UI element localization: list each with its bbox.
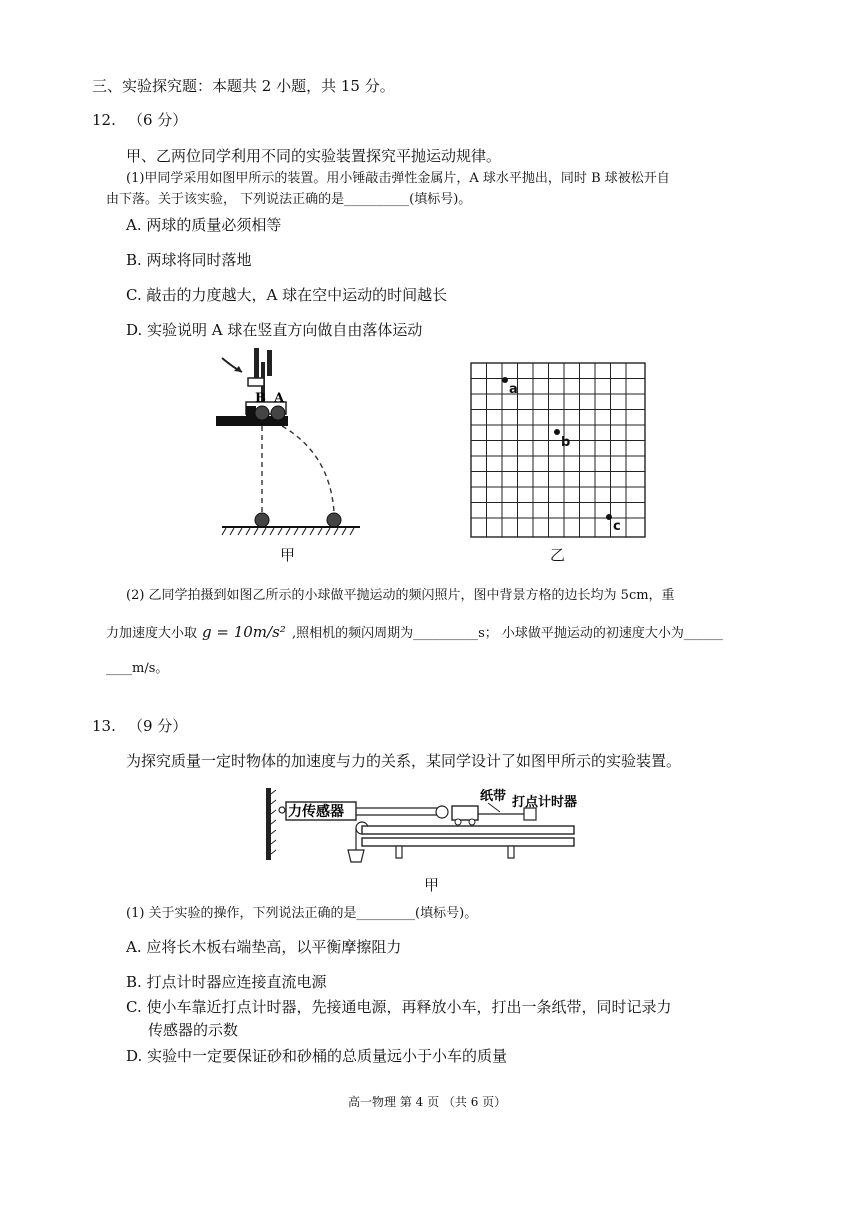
q12-score: （6 分） (128, 111, 188, 129)
point-c-label: c (613, 519, 621, 534)
label-b: B (255, 391, 266, 406)
timer-label: 打点计时器 (512, 795, 578, 810)
figure-jia-apparatus (212, 344, 362, 538)
q12-number: 12. (92, 111, 116, 129)
q12-formula: g = 10m/s² (202, 623, 286, 641)
sand-bucket (348, 850, 364, 862)
q12-option-a: A. 两球的质量必须相等 (126, 216, 282, 234)
label-a: A (274, 391, 285, 406)
tape-label: 纸带 (480, 789, 507, 804)
q13-option-a: A. 应将长木板右端垫高，以平衡摩擦阻力 (126, 938, 402, 956)
point-a-label: a (509, 382, 518, 397)
ball-b-landed (255, 513, 269, 527)
q13-option-d: D. 实验中一定要保证砂和砂桶的总质量远小于小车的质量 (126, 1047, 508, 1065)
q12-part2-line2-a: 力加速度大小取 (106, 626, 198, 641)
cart-pulley (436, 806, 448, 818)
q13-option-b: B. 打点计时器应连接直流电源 (126, 973, 327, 991)
figure-yi-caption: 乙 (550, 546, 566, 564)
force-sensor-label: 力传感器 (288, 804, 344, 820)
q12-part2-line3: ____m/s。 (106, 661, 169, 676)
figure-jia-caption: 甲 (280, 546, 296, 564)
q12-option-b: B. 两球将同时落地 (126, 251, 252, 269)
q12-option-d: D. 实验说明 A 球在竖直方向做自由落体运动 (126, 321, 423, 339)
page-footer: 高一物理 第 4 页 （共 6 页） (348, 1095, 507, 1109)
q13-part1: (1) 关于实验的操作，下列说法正确的是_________(填标号)。 (126, 906, 478, 921)
q13-option-c-line1: C. 使小车靠近打点计时器，先接通电源，再释放小车，打出一条纸带，同时记录力 (126, 998, 672, 1016)
parabolic-path (282, 426, 334, 512)
table-top (362, 838, 574, 846)
q12-part2-line2-b: ,照相机的频闪周期为__________s； 小球做平抛运动的初速度大小为______ (292, 626, 723, 641)
q12-part2-line1: (2) 乙同学拍摄到如图乙所示的小球做平抛运动的频闪照片，图中背景方格的边长均为 5cm，重 (126, 588, 675, 603)
section-heading: 三、实验探究题：本题共 2 小题，共 15 分。 (92, 77, 395, 95)
ball-a (271, 406, 285, 420)
cart (452, 806, 478, 820)
point-b-label: b (561, 435, 571, 450)
point-b (554, 429, 560, 435)
q13-intro: 为探究质量一定时物体的加速度与力的关系，某同学设计了如图甲所示的实验装置。 (126, 752, 682, 770)
ball-a-landed (327, 513, 341, 527)
q12-option-c: C. 敲击的力度越大，A 球在空中运动的时间越长 (126, 286, 448, 304)
point-c (606, 514, 612, 520)
q12-part1-line2: 由下落。关于该实验， 下列说法正确的是__________(填标号)。 (106, 192, 472, 207)
q12-intro: 甲、乙两位同学利用不同的实验装置探究平抛运动规律。 (126, 147, 502, 165)
q13-option-c-line2: 传感器的示数 (148, 1021, 239, 1039)
figure-13-caption: 甲 (424, 876, 440, 894)
q13-score: （9 分） (128, 717, 188, 735)
q12-part1-line1: (1)甲同学采用如图甲所示的装置。用小锤敲击弹性金属片，A 球水平抛出，同时 B 球被松开自 (126, 171, 670, 186)
figure-yi-grid (468, 360, 648, 540)
ball-b (255, 406, 269, 420)
point-a (502, 377, 508, 383)
wall (266, 788, 271, 860)
long-board (362, 826, 574, 834)
q13-number: 13. (92, 717, 116, 735)
figure-13-apparatus (262, 784, 582, 868)
